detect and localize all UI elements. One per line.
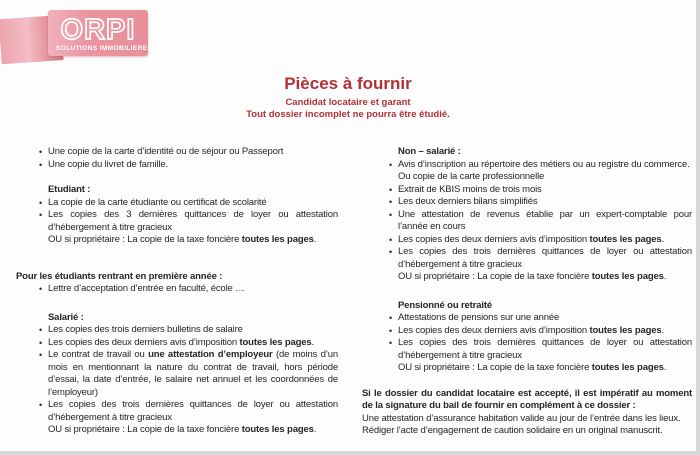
list-item-text: Les copies des trois dernières quittances de loyer ou attestation d’hébergement à titre gracieux OU si propriétaire : La copie de la taxe foncière toutes les pages. xyxy=(48,399,338,435)
section-heading: Pour les étudiants rentrant en première année : xyxy=(16,270,223,282)
page-title: Pièces à fournir xyxy=(284,74,412,93)
bullet-icon: • xyxy=(388,247,392,257)
bullet-list xyxy=(14,324,338,437)
list-item-text: Une copie du livret de famille. xyxy=(48,158,168,170)
bullet-icon: • xyxy=(38,147,42,157)
list-item-text: Extrait de KBIS moins de trois mois xyxy=(398,183,542,195)
bullet-icon: • xyxy=(38,400,42,410)
list-item xyxy=(362,196,692,209)
bullet-icon: • xyxy=(38,210,42,220)
list-item xyxy=(14,349,338,399)
section-heading: Non – salarié : xyxy=(398,146,461,157)
bullet-icon: • xyxy=(388,338,392,348)
bullet-icon: • xyxy=(388,313,392,323)
list-item-text: Les copies des trois dernières quittances de loyer ou attestation d’hébergement à titre gracieux OU si propriétaire : La copie de la taxe foncière toutes les pages. xyxy=(398,337,692,373)
brand-name: ORPI xyxy=(60,14,136,46)
bullet-icon: • xyxy=(38,197,42,208)
list-item xyxy=(362,337,692,375)
bullet-icon: • xyxy=(38,325,42,335)
list-item-text: Attestations de pensions sur une année xyxy=(398,312,560,323)
brand-tagline-row xyxy=(48,45,153,52)
section-heading: Pensionné ou retraité xyxy=(398,299,492,311)
list-item-text: Les copies des deux derniers avis d’imposition toutes les pages. xyxy=(398,233,665,245)
section-heading: Etudiant : xyxy=(48,184,91,195)
list-item-text: Les deux derniers bilans simplifiés xyxy=(398,196,538,207)
list-item-text: Une copie de la carte d’identité ou de séjour ou Passeport xyxy=(48,146,284,157)
document-header xyxy=(0,74,696,121)
list-item-text: Les copies des 3 dernières quittances de loyer ou attestation d’hébergement à titre gracieux OU si propriétaire : La copie de la taxe foncière toutes les pages. xyxy=(48,209,338,245)
list-item xyxy=(362,159,692,184)
list-item xyxy=(362,184,692,197)
list-item-text: Les copies des trois dernières quittances de loyer ou attestation d’hébergement à titre gracieux OU si propriétaire : La copie de la taxe foncière toutes les pages. xyxy=(398,246,692,282)
paragraph: Si le dossier du candidat locataire est accepté, il est impératif au moment de la signature du bail de fournir en complément à ce dossier : xyxy=(362,387,692,411)
orpi-logo xyxy=(0,10,152,64)
list-item xyxy=(362,325,692,338)
list-item-text: Les copies des trois derniers bulletins de salaire xyxy=(48,324,243,335)
list-item-text: Avis d’inscription au répertoire des métiers ou au registre du commerce. Ou copie de la carte professionnelle xyxy=(398,158,690,182)
list-item xyxy=(14,324,338,337)
bullet-list xyxy=(14,146,338,171)
bullet-list xyxy=(362,159,692,284)
bullet-icon: • xyxy=(388,325,392,336)
list-item-text: Les copies des deux derniers avis d’imposition toutes les pages. xyxy=(48,336,315,348)
column-left xyxy=(14,146,338,437)
list-item xyxy=(14,209,338,247)
list-item xyxy=(14,159,338,172)
subtitle-audience: Candidat locataire et garant xyxy=(285,97,411,108)
bullet-icon: • xyxy=(388,197,392,207)
bullet-list xyxy=(14,197,338,247)
list-item xyxy=(362,312,692,325)
list-item xyxy=(14,399,338,437)
list-item xyxy=(362,209,692,234)
bullet-list xyxy=(362,312,692,375)
list-item-text: Les copies des deux derniers avis d’imposition toutes les pages. xyxy=(398,324,665,336)
list-item xyxy=(14,337,338,350)
list-item-text: Lettre d’acceptation d’entrée en faculté, école … xyxy=(48,283,245,294)
column-right xyxy=(362,146,692,438)
list-item xyxy=(14,146,338,159)
bullet-icon: • xyxy=(388,184,392,195)
list-item xyxy=(14,283,338,296)
bullet-icon: • xyxy=(388,159,392,170)
list-item-text: La copie de la carte étudiante ou certificat de scolarité xyxy=(48,196,267,208)
bullet-icon: • xyxy=(38,337,42,348)
bullet-icon: • xyxy=(38,159,42,170)
bullet-icon: • xyxy=(388,209,392,220)
bullet-icon: • xyxy=(38,284,42,294)
logo-banner xyxy=(48,10,153,56)
list-item-text: Une attestation de revenus établie par un expert-comptable pour l’année en cours xyxy=(398,208,692,232)
brand-tagline: SOLUTIONS IMMOBILIERES xyxy=(56,45,153,52)
bullet-icon: • xyxy=(388,234,392,245)
list-item xyxy=(362,246,692,284)
paragraph: Une attestation d’assurance habitation valide au jour de l’entrée dans les lieux. Rédiger l’acte d’engagement de caution solidaire en un original manuscrit. xyxy=(362,412,681,436)
section-heading: Salarié : xyxy=(48,311,84,323)
list-item xyxy=(362,234,692,247)
bullet-icon: • xyxy=(38,350,42,360)
list-item xyxy=(14,197,338,210)
subtitle-warning: Tout dossier incomplet ne pourra être étudié. xyxy=(246,109,450,120)
list-item-text: Le contrat de travail ou une attestation d’employeur (de moins d’un mois en mentionnant la nature du contrat de travail, hors période d’essai, la date d’entrée, le salaire net annuel et les coordonnées de l’employeur) xyxy=(48,349,338,398)
bullet-list xyxy=(14,283,338,296)
